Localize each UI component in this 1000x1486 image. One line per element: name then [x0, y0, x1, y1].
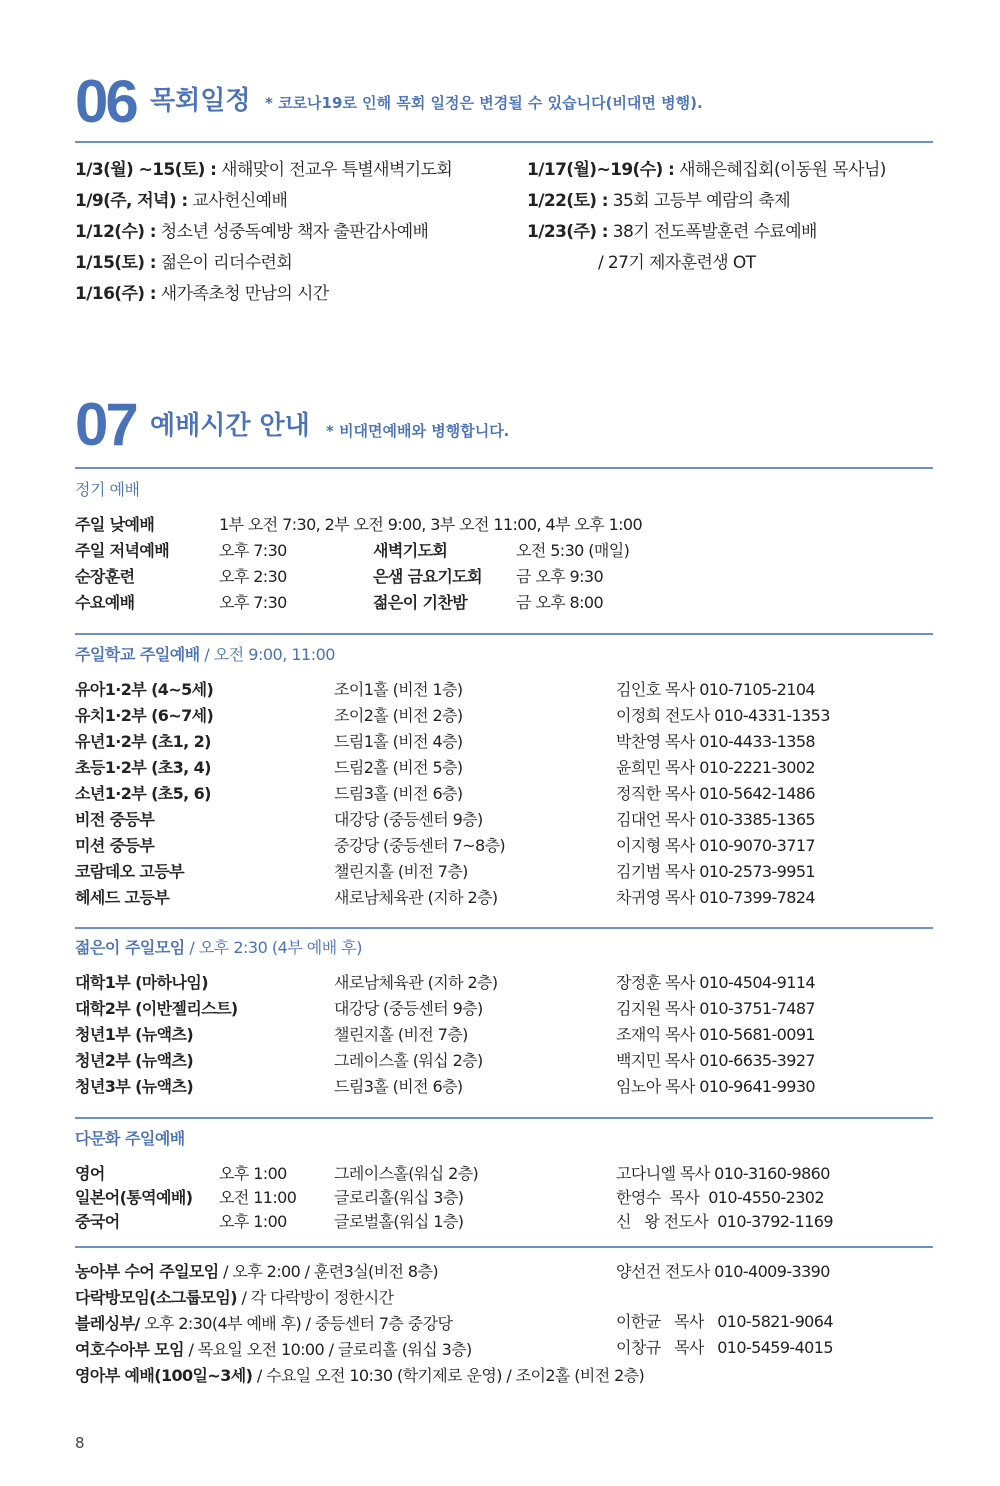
dept-contact: 김인호 목사 010-7105-2104 [616, 680, 815, 699]
dept-name: 미션 중등부 [75, 836, 155, 855]
worship-name: 새벽기도회 [373, 541, 448, 560]
worship-name: 수요예배 [75, 593, 135, 612]
dept-contact: 조재익 목사 010-5681-0091 [616, 1025, 815, 1044]
dept-name: 소년1·2부 (초5, 6) [75, 784, 211, 803]
lang-contact: 신 왕 전도사 010-3792-1169 [616, 1212, 833, 1231]
dept-place: 드림1홀 (비전 4층) [334, 732, 463, 751]
meeting-contact: 양선건 전도사 010-4009-3390 [616, 1262, 830, 1281]
dept-contact: 차귀영 목사 010-7399-7824 [616, 888, 815, 907]
dept-contact: 정직한 목사 010-5642-1486 [616, 784, 815, 803]
schedule-item: 1/22(토) : 35회 고등부 예람의 축제 [527, 191, 791, 211]
dept-place: 챌린지홀 (비전 7층) [334, 862, 468, 881]
meeting-item: 다락방모임(소그룹모임) / 각 다락방이 정한시간 [75, 1288, 394, 1307]
worship-name: 순장훈련 [75, 567, 135, 586]
dept-place: 새로남체육관 (지하 2층) [334, 973, 498, 992]
meeting-item: 농아부 수어 주일모임 / 오후 2:00 / 훈련3실(비전 8층) [75, 1262, 438, 1281]
dept-place: 드림2홀 (비전 5층) [334, 758, 463, 777]
lang-time: 오후 1:00 [219, 1164, 287, 1183]
divider [75, 1246, 933, 1248]
meeting-item: 여호수아부 모임 / 목요일 오전 10:00 / 글로리홀 (워십 3층) [75, 1340, 472, 1359]
divider [75, 927, 933, 929]
schedule-item: 1/17(월)~19(수) : 새해은혜집회(이동원 목사님) [527, 160, 886, 180]
dept-place: 조이2홀 (비전 2층) [334, 706, 463, 725]
schedule-item: 1/3(월) ~15(토) : 새해맞이 전교우 특별새벽기도회 [75, 160, 453, 180]
dept-name: 초등1·2부 (초3, 4) [75, 758, 211, 777]
dept-contact: 이정희 전도사 010-4331-1353 [616, 706, 830, 725]
dept-contact: 이지형 목사 010-9070-3717 [616, 836, 815, 855]
section-07-number: 07 [75, 391, 136, 458]
schedule-item: 1/9(주, 저녁) : 교사헌신예배 [75, 191, 288, 211]
divider [75, 633, 933, 635]
regular-worship-heading: 정기 예배 [75, 480, 140, 499]
dept-contact: 백지민 목사 010-6635-3927 [616, 1051, 815, 1070]
dept-name: 유년1·2부 (초1, 2) [75, 732, 211, 751]
dept-name: 청년1부 (뉴액츠) [75, 1025, 194, 1044]
dept-place: 챌린지홀 (비전 7층) [334, 1025, 468, 1044]
dept-contact: 임노아 목사 010-9641-9930 [616, 1077, 815, 1096]
dept-name: 유치1·2부 (6~7세) [75, 706, 214, 725]
meeting-contact: 이창규 목사 010-5459-4015 [616, 1338, 833, 1357]
dept-place: 드림3홀 (비전 6층) [334, 784, 463, 803]
section-06-note: * 코로나19로 인해 목회 일정은 변경될 수 있습니다(비대면 병행). [265, 94, 703, 112]
worship-time: 오후 7:30 [219, 541, 287, 560]
dept-name: 비전 중등부 [75, 810, 155, 829]
lang-name: 영어 [75, 1164, 105, 1183]
lang-contact: 한영수 목사 010-4550-2302 [616, 1188, 824, 1207]
worship-name: 젊은이 기찬밤 [373, 593, 468, 612]
section-06-number: 06 [75, 68, 136, 135]
dept-place: 대강당 (중등센터 9층) [334, 810, 483, 829]
schedule-item: 1/23(주) : 38기 전도폭발훈련 수료예배 [527, 222, 817, 242]
worship-name: 주일 저녁예배 [75, 541, 170, 560]
schedule-item-continued: / 27기 제자훈련생 OT [598, 253, 756, 273]
dept-contact: 박찬영 목사 010-4433-1358 [616, 732, 815, 751]
worship-time: 1부 오전 7:30, 2부 오전 9:00, 3부 오전 11:00, 4부 오후 1:00 [219, 515, 643, 534]
section-07-note: * 비대면예배와 병행합니다. [326, 422, 510, 440]
section-07-rule [75, 467, 933, 469]
lang-place: 글로리홀(워십 3층) [334, 1188, 464, 1207]
schedule-item: 1/15(토) : 젊은이 리더수련회 [75, 253, 293, 273]
worship-name: 은샘 금요기도회 [373, 567, 482, 586]
page-number: 8 [75, 1434, 85, 1452]
section-06-rule [75, 141, 933, 143]
meeting-item: 영아부 예배(100일~3세) / 수요일 오전 10:30 (학기제로 운영) / 조이2홀 (비전 2층) [75, 1366, 645, 1385]
worship-name: 주일 낮예배 [75, 515, 155, 534]
dept-name: 코람데오 고등부 [75, 862, 184, 881]
dept-name: 대학1부 (마하나임) [75, 973, 208, 992]
dept-contact: 장정훈 목사 010-4504-9114 [616, 973, 815, 992]
dept-place: 새로남체육관 (지하 2층) [334, 888, 498, 907]
dept-contact: 윤희민 목사 010-2221-3002 [616, 758, 815, 777]
young-adults-heading: 젊은이 주일모임 / 오후 2:30 (4부 예배 후) [75, 938, 363, 957]
section-07-title: 예배시간 안내 [150, 411, 310, 441]
dept-contact: 김기범 목사 010-2573-9951 [616, 862, 815, 881]
worship-time: 금 오후 9:30 [516, 567, 604, 586]
dept-contact: 김대언 목사 010-3385-1365 [616, 810, 815, 829]
lang-time: 오후 1:00 [219, 1212, 287, 1231]
lang-name: 중국어 [75, 1212, 120, 1231]
dept-name: 청년2부 (뉴액츠) [75, 1051, 194, 1070]
lang-place: 글로벌홀(워십 1층) [334, 1212, 464, 1231]
multicultural-heading: 다문화 주일예배 [75, 1129, 185, 1148]
dept-place: 조이1홀 (비전 1층) [334, 680, 463, 699]
dept-name: 유아1·2부 (4~5세) [75, 680, 214, 699]
worship-time: 오후 2:30 [219, 567, 287, 586]
dept-place: 그레이스홀 (워십 2층) [334, 1051, 483, 1070]
lang-time: 오전 11:00 [219, 1188, 297, 1207]
schedule-item: 1/12(수) : 청소년 성중독예방 책자 출판감사예배 [75, 222, 429, 242]
dept-place: 드림3홀 (비전 6층) [334, 1077, 463, 1096]
dept-contact: 김지원 목사 010-3751-7487 [616, 999, 815, 1018]
dept-place: 대강당 (중등센터 9층) [334, 999, 483, 1018]
dept-name: 대학2부 (이반젤리스트) [75, 999, 238, 1018]
worship-time: 오전 5:30 (매일) [516, 541, 630, 560]
lang-name: 일본어(통역예배) [75, 1188, 193, 1207]
worship-time: 금 오후 8:00 [516, 593, 604, 612]
sunday-school-heading: 주일학교 주일예배 / 오전 9:00, 11:00 [75, 645, 335, 664]
dept-name: 헤세드 고등부 [75, 888, 170, 907]
dept-name: 청년3부 (뉴액츠) [75, 1077, 194, 1096]
meeting-item: 블레싱부/ 오후 2:30(4부 예배 후) / 중등센터 7층 중강당 [75, 1314, 453, 1333]
lang-place: 그레이스홀(워십 2층) [334, 1164, 479, 1183]
schedule-item: 1/16(주) : 새가족초청 만남의 시간 [75, 284, 329, 304]
dept-place: 중강당 (중등센터 7~8층) [334, 836, 506, 855]
worship-time: 오후 7:30 [219, 593, 287, 612]
meeting-contact: 이한균 목사 010-5821-9064 [616, 1312, 833, 1331]
section-06-title: 목회일정 [150, 86, 251, 116]
lang-contact: 고다니엘 목사 010-3160-9860 [616, 1164, 830, 1183]
divider [75, 1117, 933, 1119]
